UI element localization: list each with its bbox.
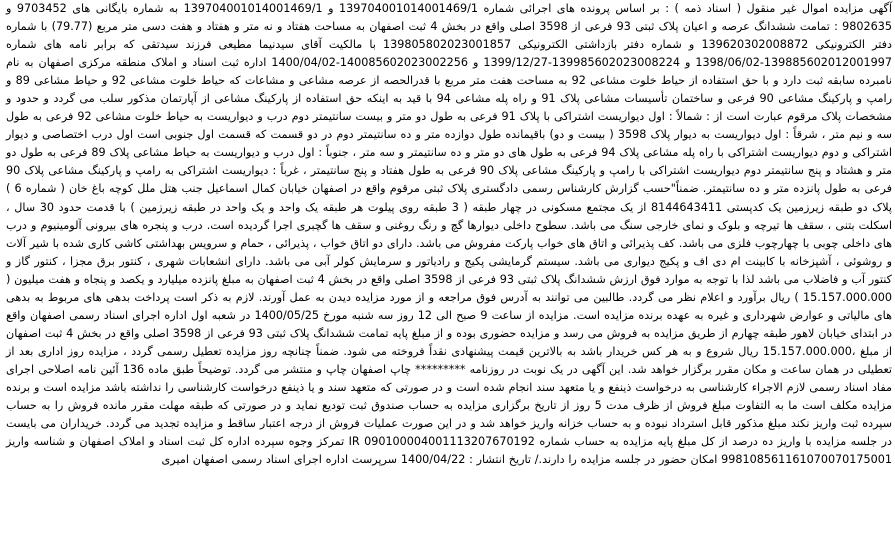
auction-notice-text: آگهی مزایده اموال غیر منقول ( اسناد ذمه ) : بر اساس پرونده های اجرائی شماره 139704001014001469/1 و 139704001014001469/1 به شماره بایگانی های 9703452 و 9802635 : تمامت ششدانگ عرصه و اعیان پلاک ثبتی 93 فرعی از 3598 اصلی واقع در بخش 4 ثبت اصفهان به مساحت هفتاد و نه متر و هفتاد و هفت دسی متر مربع (79.77) با شماره دفتر الکترونیکی 139620302008872 و شماره دفتر بازداشتی الکترونیکی 139805802023001857 با مالکیت آقای سیدنیما مطیعی فرزند سیدتقی که برابر نامه های شماره 139885602012001997-1398/06/02 و 139985602023008224-1399/12/27 و 140085602023002256-1400/04/02 اداره ثبت اسناد و املاک منطقه مرکزی اصفهان به نام نامبرده سابقه ثبت دارد و با حق استفاده از حیاط خلوت مشاعی 92 به مساحت هفت متر مربع با قدرالحصه از عرصه مشاعی و مشاعات که حیاط خلوت مشاعی 92 و حیاط مشاعی 89 و رامپ و پارکینگ مشاعی 90 فرعی و ساختمان تأسیسات مشاعی پلاک 91 و راه پله مشاعی 94 با قید به اینکه حق استفاده از پارکینگ مشاعی از آپارتمان مذکور سلب می گردد و حدود و مشخصات پلاک مرقوم عبارت است از : شمالاً : اول دیواریست اشتراکی با پلاک 91 فرعی به طول دو متر و بیست سانتیمتر دوم درب و دیواریست به حیاط خلوت مشاعی 92 فرعی به طول سه و نیم متر ، شرقاً : اول دیواریست به دیوار پلاک 3598 ( بیست و دو) باقیمانده طول دوازده متر و ده سانتیمتر دوم در دو قسمت که قسمت اول جنوبی است اول درب اختصاصی و دیوار اشتراکی و دوم دیواریست اشتراکی با راه پله مشاعی پلاک 94 فرعی به طول های دو متر و ده سانتیمتر و سه متر ، جنوباً : اول درب و دیواریست به حیاط مشاعی پلاک 89 فرعی به طول دو متر و هشتاد و پنج سانتیمتر دوم دیواریست اشتراکی با رامپ و پارکینگ مشاعی پلاک 90 فرعی به طول هفتاد و پنج سانتیمتر ، غرباً : دیواریست اشتراکی به رامپ و پارکینگ مشاعی پلاک 90 فرعی به طول پانزده متر و ده سانتیمتر. ضمناً"حسب گزارش کارشناس رسمی دادگستری پلاک ثبتی مرقوم واقع در اصفهان خیابان کمال اسماعیل جنب هتل ملل کوچه باغ خان ( شماره 6 ) پلاک دو طبقه زیرزمین یک کدپستی 8144643411 از یک مجتمع مسکونی در چهار طبقه ( 3 طبقه روی پیلوت هر طبقه یک واحد و یک واحد در طبقه زیرزمین ) با قدمت حدود 30 سال ، اسکلت بتنی ، سقف ها تیرچه و بلوک و نمای خارجی سنگ می باشد. سطوح داخلی دیوارها گچ و رنگ روغنی و سقف ها گچبری اجرا گردیده است. درب و پنجره های بیرونی آلومینیوم و درب های داخلی چوبی با چهارچوب فلزی می باشد. کف پذیرائی و اتاق های خواب پارکت مفروش می باشد. دارای دو اتاق خواب ، پذیرائی ، حمام و سرویس بهداشتی کاشی کاری شده با شیر آلات و روشوئی ، آشپزخانه با کابینت ام دی اف و پکیج دیواری می باشد. سیستم گرمایشی پکیج و رادیاتور و سرمایش کولر آبی می باشد. دارای انشعابات شهری ، کنتور برق مجزا ، کنتور گاز و کنتور آب و فاضلاب می باشد لذا با توجه به موارد فوق ارزش ششدانگ پلاک ثبتی 93 فرعی از 3598 اصلی واقع در بخش 4 ثبت اصفهان به مبلغ پانزده میلیارد و یکصد و پنجاه و هفت میلیون ( 15.157.000.000 ) ریال برآورد و اعلام نظر می گردد. طالبین می توانند به آدرس فوق مراجعه و از مورد مزایده دیدن به عمل آورند. لازم به ذکر است پرداخت بدهی های مربوط به بدهی های مالیاتی و عوارض شهرداری و غیره به عهده برنده مزایده است. مزایده از ساعت 9 صبح الی 12 روز سه شنبه مورخ 1400/05/25 در شعبه اول اداره اجرای اسناد رسمی اصفهان واقع در ابتدای خیابان لاهور طبقه چهارم از طریق مزایده به فروش می رسد و مزایده حضوری بوده و از مبلغ پایه تمامت ششدانگ پلاک ثبتی 93 فرعی از 3598 اصلی واقع در بخش 4 ثبت اصفهان از مبلغ ،15.157.000.000 ریال شروع و به هر کس خریدار باشد به بالاترین قیمت پیشنهادی نقداً فروخته می شود. ضمناً چنانچه روز مزایده تعطیل رسمی گردد ، مزایده روز اداری بعد از تعطیلی در همان ساعت و مکان مقرر برگزار خواهد شد. این آگهی در یک نوبت در روزنامه ********* چاپ اصفهان چاپ و منتشر می گردد. توضیحاً طبق ماده 136 آئین نامه اصلاحی اجرای مفاد اسناد رسمی لازم الاجراء کارشناسی به درخواست ذینفع و یا متعهد سند انجام شده است و در صورتی که متعهد سند و یا ذینفع درخواست کارشناسی را نداشته باشد مزایده است و برنده مزایده مکلف است ما به التفاوت مبلغ فروش از ظرف مدت 5 روز از تاریخ برگزاری مزایده به حساب صندوق ثبت تودیع نماید و در صورتی که طبقه مهلت مقرر مانده فروش را به حساب سپرده ثبت واریز نکند مبلغ مذکور قابل استرداد نبوده و به حساب خزانه واریز خواهد شد و در این صورت عملیات فروش از درجه اعتبار ساقط و مزایده تجدید می گردد. خریداران می بایست در جلسه مزایده با واریز ده درصد از کل مبلغ پایه مزایده به حساب شماره IR 090100004001113207670192 تمرکز وجوه سپرده اداره کل ثبت اسناد و املاک اصفهان و شناسه واریز 998108561161070070175001 امکان حضور در جلسه مزایده را دارند./ تاریخ انتشار : 1400/04/22 سرپرست اداره اجرای اسناد رسمی اصفهان امیری: [6, 2, 893, 467]
